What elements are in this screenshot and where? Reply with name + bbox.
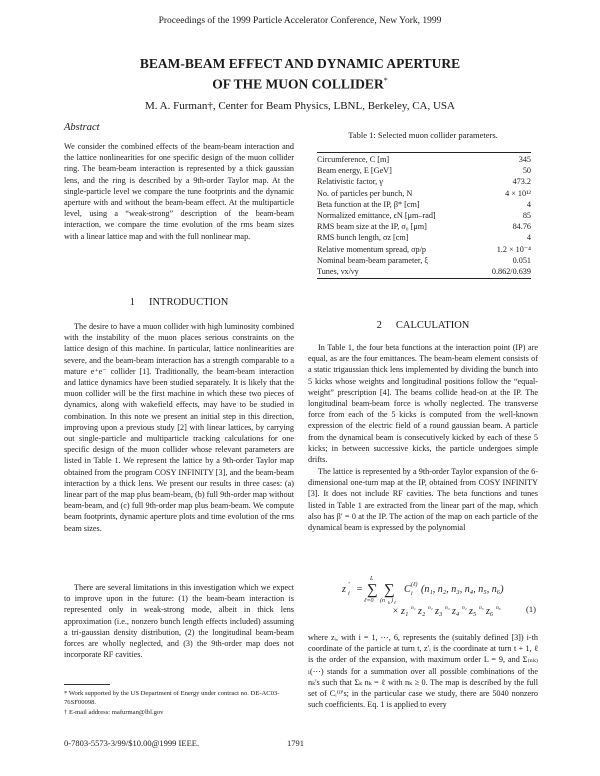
section-2-heading	[308, 320, 538, 331]
parameter-value: 0.862/0.639	[478, 266, 531, 279]
equation-graphic	[308, 572, 538, 620]
footnote-rule	[64, 684, 110, 685]
parameter-row	[317, 232, 531, 243]
parameter-label: Relative momentum spread, σp/p	[317, 244, 427, 254]
parameter-row	[317, 255, 531, 266]
footnote-email: † E-mail address: mafurman@lbl.gov	[64, 709, 164, 716]
footnote-funding: * Work supported by the US Department of Energy under contract no. DE-AC03-76SF00098.	[64, 690, 280, 706]
section-1-number: 1	[129, 297, 135, 308]
svg-text:z₆: z₆	[486, 606, 494, 617]
parameter-label: RMS bunch length, σz [cm]	[317, 233, 409, 243]
intro-paragraph-1: The desire to have a muon collider with high luminosity combined with the instability of the muon places serious constraints on the lattice design of this machine. In particular, lattice nonlinearities are severe, and the beam-beam interaction has a strength comparable to a mature e⁺e⁻ collider [1]. Traditionally, the beam-beam interaction and lattice dynamics have been studied separately. It is likely that the muon collider will be the first machine in which these two pieces of dynamics, along with wakefield effects, may have to be studied in combination. In this note we present an initial step in this direction, improving upon a previous study [2] with linear lattices, by carrying out single-particle and multiparticle tracking calculations for one specific design of the muon collider whose relevant parameters are listed in Table 1. We represent the lattice by a 9th-order Taylor map obtained from the program COSY INFINITY [3], and the beam-beam interaction by a thick lens. We present our results in three cases: (a) linear part of the map plus beam-beam, (b) full 9th-order map without beam-beam, and (c) full 9th-order map plus beam-beam. We compute beam footprints, dynamic aperture plots and time evolution of the rms beam sizes.	[64, 322, 294, 533]
proceedings-header: Proceedings of the 1999 Particle Accelerator Conference, New York, 1999	[158, 16, 442, 26]
parameter-value: 1.2 × 10⁻⁴	[496, 244, 531, 254]
svg-text:ℓ: ℓ	[394, 600, 396, 605]
calc-paragraph-2: The lattice is represented by a 9th-order Taylor expansion of the 6-dimensional one-turn map at the IP, obtained from COSY INFINITY [3]. It does not include RF cavities. The beta functions and tunes listed in Table 1 are extracted from the linear part of the map, which also has β′ = 0 at the IP. The action of the map on each particle of the dynamical beam is expressed by the polynomial	[308, 467, 538, 533]
intro-paragraph-2: There are several limitations in this investigation which we expect to improve upon in the future: (1) the beam-beam interaction is represented only in weak-strong mode, albeit in thick lens approximation (i.e., nonzero bunch length effects included) assuming a tri-gaussian density distribution, (2) the longitudinal beam-beam forces are wholly neglected, and (3) the 9th-order map does not incorporate RF cavities.	[64, 583, 294, 660]
parameter-label: Beta function at the IP, β* [cm]	[317, 199, 420, 209]
svg-text:z: z	[342, 584, 346, 595]
parameters-table-body	[317, 153, 531, 279]
section-2-title: CALCULATION	[395, 320, 470, 331]
title-line-2-text: OF THE MUON COLLIDER	[212, 76, 384, 92]
title-line-2	[0, 72, 600, 93]
section-2-number: 2	[376, 320, 382, 331]
calc-paragraph-1: In Table 1, the four beta functions at the interaction point (IP) are equal, as are the four emittances. The beam-beam element consists of a static trigaussian thick lens implemented by dividing the bunch into 5 kicks whose weights and longitudinal positions follow the “equal-weight” prescription [4]. The beams collide head-on at the IP. The longitudinal beam-beam force is wholly neglected. The transverse force from each of the 5 kicks is computed from the well-known expression of the electric field of a round gaussian beam. A particle from the dynamical beam is consecutively kicked by each of these 5 kicks; in between successive kicks, the particle undergoes simple drifts.	[308, 343, 538, 465]
svg-text:n₅: n₅	[479, 605, 484, 611]
paper-title	[0, 55, 600, 93]
svg-text:(n: (n	[380, 598, 385, 604]
abstract-text: We consider the combined effects of the beam-beam interaction and the lattice nonlinearities for one specific design of the muon collider ring. The beam-beam interaction is represented by a thick gaussian lens, and the ring is described by a 9th-order Taylor map. At the single-particle level we compare the tune footprints and the dynamic aperture with and without the beam-beam effect. At the multiparticle level, using a “weak-strong” description of the beam-beam interaction, we compare the time evolution of the rms beam sizes with a linear lattice map and with the full nonlinear map.	[64, 142, 294, 241]
parameter-row	[317, 210, 531, 221]
parameter-label: Normalized emittance, ϵN [μm–rad]	[317, 211, 436, 221]
parameter-value: 0.051	[512, 255, 531, 265]
svg-text:(ℓ): (ℓ)	[411, 582, 418, 588]
calc-paragraph-3: where zᵢ, with i = 1, ⋯, 6, represents the (suitably defined [3]) i-th coordinate of the particle at turn t, z′ᵢ is the coordinate at turn t + 1, ℓ is the order of the expansion, with maximum order L = 9, and Σ₍ₙₖ₎ₗ(⋯) stands for a summation over all possible combinations of the nₖ's such that Σₖ nₖ = ℓ with nₖ ≥ 0. The map is described by the full set of Cᵢ⁽ˡ⁾'s; in the particular case we study, there are 5040 nonzero such coefficients. Eq. 1 is applied to every	[308, 633, 538, 710]
parameter-row	[317, 165, 531, 176]
svg-text:∑: ∑	[384, 582, 395, 598]
parameter-label: Nominal beam-beam parameter, ξ	[317, 255, 429, 265]
parameter-row	[317, 221, 531, 232]
svg-text:×: ×	[392, 606, 399, 617]
svg-text:n₂: n₂	[428, 605, 433, 611]
svg-text:L: L	[370, 576, 374, 582]
svg-text:C: C	[404, 584, 411, 595]
svg-text:n₁: n₁	[411, 605, 416, 611]
parameter-value: 4	[526, 233, 531, 243]
section-1-heading	[64, 297, 294, 308]
parameter-value: 473.2	[512, 177, 531, 187]
svg-text:z₅: z₅	[469, 606, 477, 617]
parameter-row	[317, 266, 531, 279]
svg-text:z₄: z₄	[452, 606, 460, 617]
parameter-label: Relativistic factor, γ	[317, 177, 383, 187]
parameter-value: 84.76	[512, 222, 531, 232]
title-line-1: BEAM-BEAM EFFECT AND DYNAMIC APERTURE	[139, 56, 461, 71]
table-caption: Table 1: Selected muon collider parameters.	[348, 130, 498, 140]
parameter-row	[317, 188, 531, 199]
title-footnote-mark: *	[383, 76, 388, 85]
svg-text:∑: ∑	[367, 582, 378, 598]
svg-text:z₁: z₁	[401, 606, 409, 617]
svg-text:): )	[391, 598, 393, 604]
parameter-label: RMS beam size at the IP, σ₀ [μm]	[317, 222, 427, 232]
parameter-value: 85	[522, 211, 531, 221]
parameter-row	[317, 199, 531, 210]
svg-text:i: i	[348, 590, 350, 597]
isbn-footer: 0-7803-5573-3/99/$10.00@1999 IEEE.	[64, 738, 200, 748]
svg-text:k: k	[388, 600, 390, 605]
parameter-value: 4	[526, 199, 531, 209]
parameter-row	[317, 153, 531, 166]
svg-text:n₃: n₃	[445, 605, 450, 611]
parameter-row	[317, 244, 531, 255]
parameter-label: Beam energy, E [GeV]	[317, 166, 392, 176]
parameter-label: No. of particles per bunch, N	[317, 188, 413, 198]
svg-text:ℓ=0: ℓ=0	[364, 598, 374, 604]
parameter-value: 345	[478, 153, 531, 166]
parameters-table	[317, 152, 531, 279]
parameter-value: 50	[522, 166, 531, 176]
svg-text:n₄: n₄	[462, 605, 467, 611]
taylor-map-equation	[308, 572, 538, 620]
svg-text:z₂: z₂	[418, 606, 426, 617]
page-number: 1791	[287, 738, 304, 748]
parameter-row	[317, 176, 531, 187]
svg-text:(n₁, n₂, n₃, n₄, n₅, n₆): (n₁, n₂, n₃, n₄, n₅, n₆)	[421, 584, 504, 595]
parameter-value: 4 × 10¹²	[505, 188, 531, 198]
author-line: M. A. Furman†, Center for Beam Physics, LBNL, Berkeley, CA, USA	[144, 100, 455, 112]
svg-text:=: =	[356, 584, 363, 595]
section-1-title: INTRODUCTION	[148, 297, 229, 308]
parameter-label: Tunes, νx/νy	[317, 266, 478, 279]
svg-text:n₆: n₆	[496, 605, 501, 611]
parameter-label: Circumference, C [m]	[317, 153, 478, 166]
svg-text:i: i	[411, 591, 413, 597]
equation-number: (1)	[526, 604, 536, 614]
svg-text:′: ′	[348, 581, 350, 589]
svg-text:z₃: z₃	[435, 606, 443, 617]
abstract-heading: Abstract	[64, 122, 100, 133]
